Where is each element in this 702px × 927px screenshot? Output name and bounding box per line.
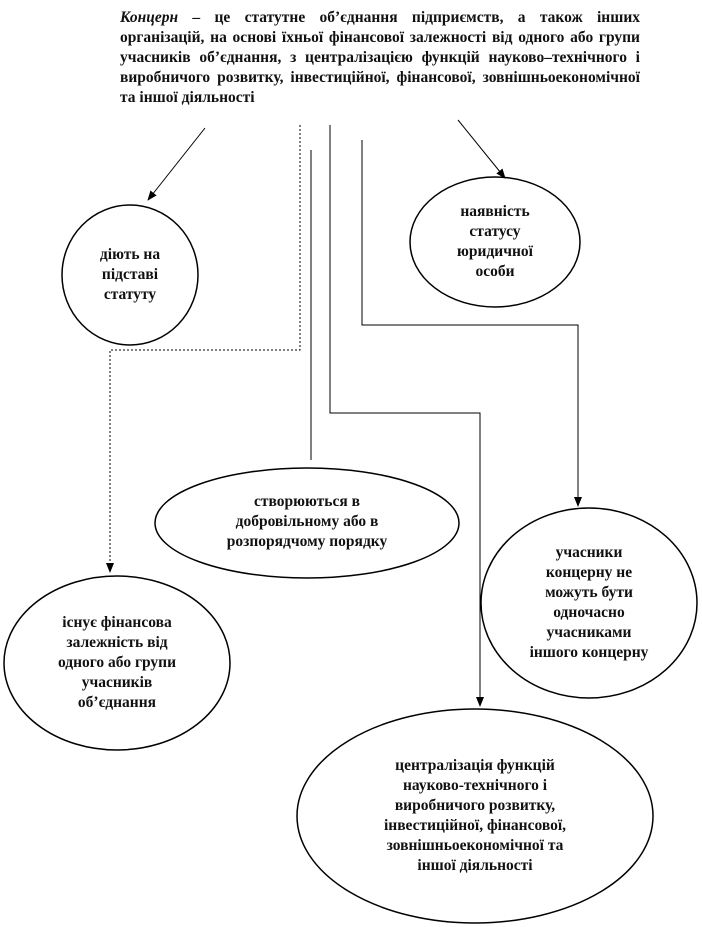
definition-text: – це статутне об’єднання підприємств, а також інших організацій, на основі їхньої фінансової залежності від одного або групи учасників об’єднання, з централізацією функцій науково–технічного і виробничого розвитку, інвестиційної, фінансової, зовнішньоекономічної та іншої діяльності (120, 9, 640, 106)
node-line: наявність (460, 203, 530, 220)
node-line: залежність від (66, 634, 168, 651)
node-line: особи (475, 263, 515, 280)
node-line: централізація функцій (395, 757, 555, 774)
definition-term: Концерн (120, 9, 179, 26)
node-line: статуту (103, 286, 157, 303)
node-legal-entity-text (420, 202, 570, 282)
node-line: іншої діяльності (417, 857, 533, 874)
node-voluntary-text (187, 492, 427, 552)
node-line: іншого концерну (529, 644, 649, 661)
node-line: науково-технічного і (402, 777, 548, 794)
node-line: одного або групи (57, 654, 177, 671)
node-line: існує фінансова (62, 614, 172, 631)
node-line: учасниками (546, 624, 632, 641)
node-line: підставі (101, 266, 159, 283)
arrow-to-legal-entity (458, 120, 505, 178)
node-financial-dependence-text (17, 613, 217, 713)
node-line: можуть бути (545, 584, 633, 601)
node-line: концерну не (545, 564, 633, 581)
node-line: учасники (555, 544, 623, 561)
node-line: розпорядчому порядку (226, 533, 388, 550)
node-line: діють на (99, 246, 161, 263)
concern-definition (120, 8, 640, 108)
node-line: виробничого розвитку, (394, 797, 556, 814)
node-line: інвестиційної, фінансової, (383, 817, 567, 834)
node-charter-text (62, 245, 198, 305)
node-line: об’єднання (77, 694, 157, 711)
node-line: одночасно (553, 604, 625, 621)
node-line: юридичної (457, 243, 533, 260)
node-members-text (499, 543, 679, 663)
node-line: добровільному або в (235, 513, 379, 530)
node-line: учасників (81, 674, 153, 691)
node-line: статусу (469, 223, 521, 240)
node-line: зовнішньоекономічної та (386, 837, 564, 854)
node-line: створюються в (254, 493, 360, 510)
node-centralization-text (337, 756, 613, 876)
arrow-to-charter (148, 128, 205, 200)
